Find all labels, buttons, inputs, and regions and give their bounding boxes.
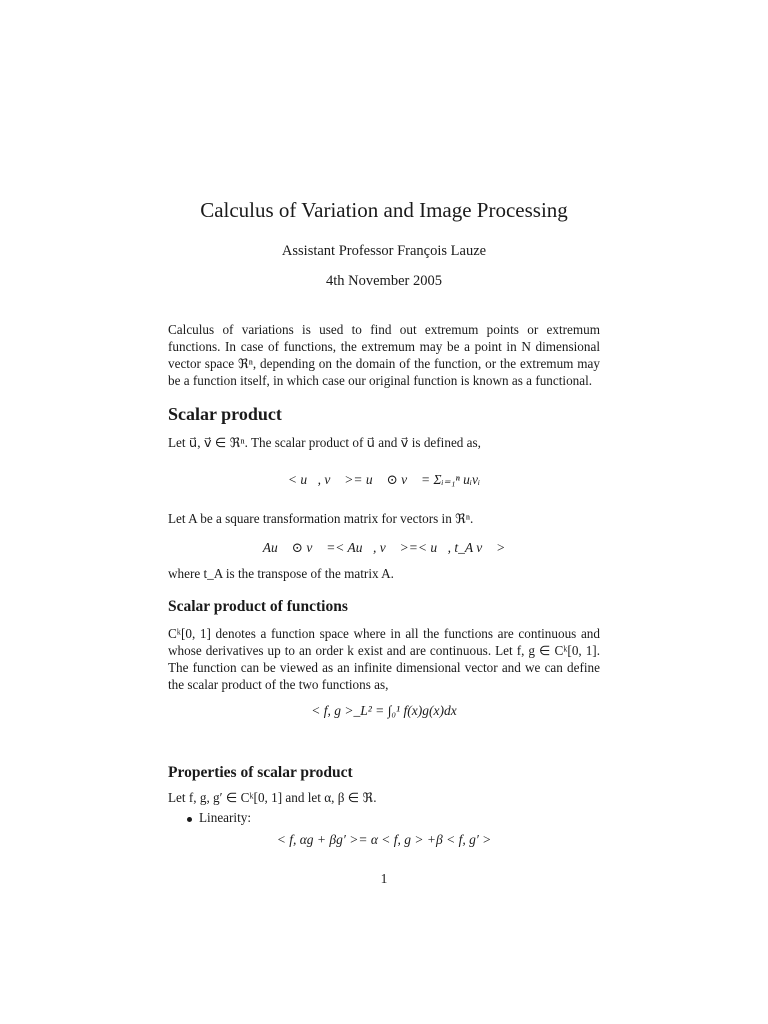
section-heading-scalar-product: Scalar product [168,404,282,424]
section-heading-scalar-functions: Scalar product of functions [168,598,348,615]
transform-matrix-text: Let A be a square transformation matrix for vectors in ℜⁿ. [168,511,474,526]
equation-scalar-product: < u⃗, v⃗ >= u⃗ ⊙ v⃗ = Σᵢ₌₁ⁿ uᵢvᵢ [287,472,481,487]
equation-l2-product: < f, g >_L² = ∫₀¹ f(x)g(x)dx [311,703,457,718]
paper-title: Calculus of Variation and Image Processing [200,198,568,222]
abstract-paragraph: Calculus of variations is used to find out extremum points or extremum functions. In case of functions, the extremum may be a point in N dimensional vector space ℜⁿ, depending on the domain of the function, or the extremum may be a function itself, in which case our original function is known as a functional. [168,322,600,388]
section-heading-properties: Properties of scalar product [168,764,353,781]
paper-author: Assistant Professor François Lauze [281,243,487,259]
paper-date: 4th November 2005 [326,273,442,289]
equation-transform: Au⃗ ⊙ v⃗ =< Au⃗, v⃗ >=< u⃗, t_A v⃗ > [262,540,506,555]
equation-linearity: < f, αg + βg′ >= α < f, g > +β < f, g′ > [276,832,492,847]
properties-intro: Let f, g, g′ ∈ Cᵏ[0, 1] and let α, β ∈ ℜ. [168,790,377,805]
bullet-icon [187,817,192,822]
page-number: 1 [380,871,388,886]
transpose-text: where t_A is the transpose of the matrix A. [168,566,394,581]
scalar-functions-paragraph: Cᵏ[0, 1] denotes a function space where in all the functions are continuous and whose derivatives up to an order k exist and are continuous. Let f, g ∈ Cᵏ[0, 1]. The function can be viewed as an infinite dimensional vector and we can define the scalar product of the two functions as, [168,626,600,692]
scalar-product-intro: Let u⃗, v⃗ ∈ ℜⁿ. The scalar product of u⃗ and v⃗ is defined as, [168,435,481,450]
bullet-linearity-label: Linearity: [199,810,251,825]
